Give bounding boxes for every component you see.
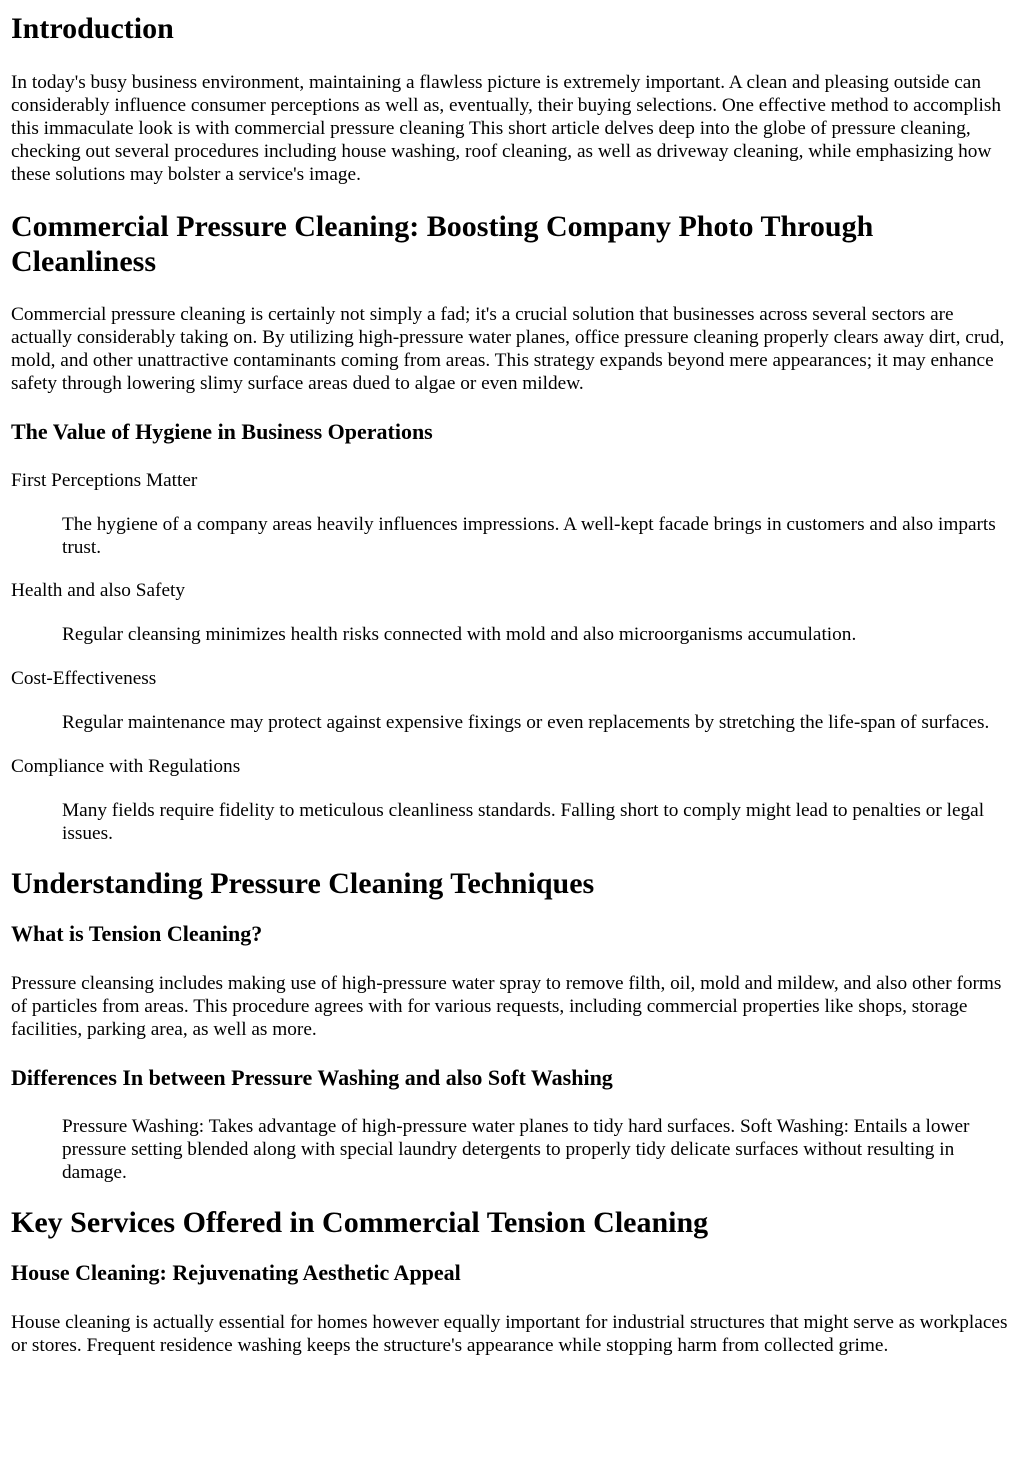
commercial-paragraph: Commercial pressure cleaning is certainly not simply a fad; it's a crucial solution that businesses across several sectors are actually considerably taking on. By utilizing high-pressure water planes, office pressure cleaning properly clears away dirt, crud, mold, and other unattractive contaminants coming from areas. This strategy expands beyond mere appearances; it may enhance safety through lowering slimy surface areas dued to algae or even mildew. (11, 304, 1005, 394)
hygiene-description: Regular maintenance may protect against expensive fixings or even replacements by stretching the life-span of surfaces. (62, 712, 990, 733)
hygiene-term: Cost-Effectiveness (11, 668, 157, 689)
heading-commercial-pressure-cleaning: Commercial Pressure Cleaning: Boosting Company Photo Through Cleanliness (11, 210, 874, 278)
heading-understanding-techniques: Understanding Pressure Cleaning Techniques (11, 867, 595, 900)
house-cleaning-paragraph: House cleaning is actually essential for homes however equally important for industrial structures that might serve as workplaces or stores. Frequent residence washing keeps the structure's appearance while stopping harm from collected grime. (11, 1312, 1008, 1356)
heading-introduction: Introduction (11, 12, 174, 45)
hygiene-list (11, 469, 1014, 845)
heading-differences: Differences In between Pressure Washing and also Soft Washing (11, 1065, 613, 1090)
heading-what-is-tension-cleaning: What is Tension Cleaning? (11, 921, 263, 946)
heading-key-services: Key Services Offered in Commercial Tension Cleaning (11, 1206, 709, 1239)
intro-paragraph: In today's busy business environment, maintaining a flawless picture is extremely important. A clean and pleasing outside can considerably influence consumer perceptions as well as, eventually, their buying selections. One effective method to accomplish this immaculate look is with commercial pressure cleaning This short article delves deep into the globe of pressure cleaning, checking out several procedures including house washing, roof cleaning, as well as driveway cleaning, while emphasizing how these solutions may bolster a service's image. (11, 72, 1001, 185)
hygiene-term: Compliance with Regulations (11, 756, 241, 777)
differences-quote: Pressure Washing: Takes advantage of high-pressure water planes to tidy hard surfaces. Soft Washing: Entails a lower pressure setting blended along with special laundry detergents to properly tidy delicate surfaces without resulting in damage. (62, 1116, 970, 1183)
hygiene-term: Health and also Safety (11, 580, 186, 601)
hygiene-description: Many fields require fidelity to meticulous cleanliness standards. Falling short to comply might lead to penalties or legal issues. (62, 800, 985, 844)
hygiene-description: The hygiene of a company areas heavily influences impressions. A well-kept facade brings in customers and also imparts trust. (62, 514, 996, 558)
article (0, 11, 1024, 1357)
what-is-paragraph: Pressure cleansing includes making use of high-pressure water spray to remove filth, oil, mold and mildew, and also other forms of particles from areas. This procedure agrees with for various requests, including commercial properties like shops, storage facilities, parking area, as well as more. (11, 973, 1002, 1040)
heading-hygiene-value: The Value of Hygiene in Business Operations (11, 419, 433, 444)
hygiene-description: Regular cleansing minimizes health risks connected with mold and also microorganisms accumulation. (62, 624, 857, 645)
hygiene-term: First Perceptions Matter (11, 470, 198, 491)
heading-house-cleaning: House Cleaning: Rejuvenating Aesthetic Appeal (11, 1260, 461, 1285)
